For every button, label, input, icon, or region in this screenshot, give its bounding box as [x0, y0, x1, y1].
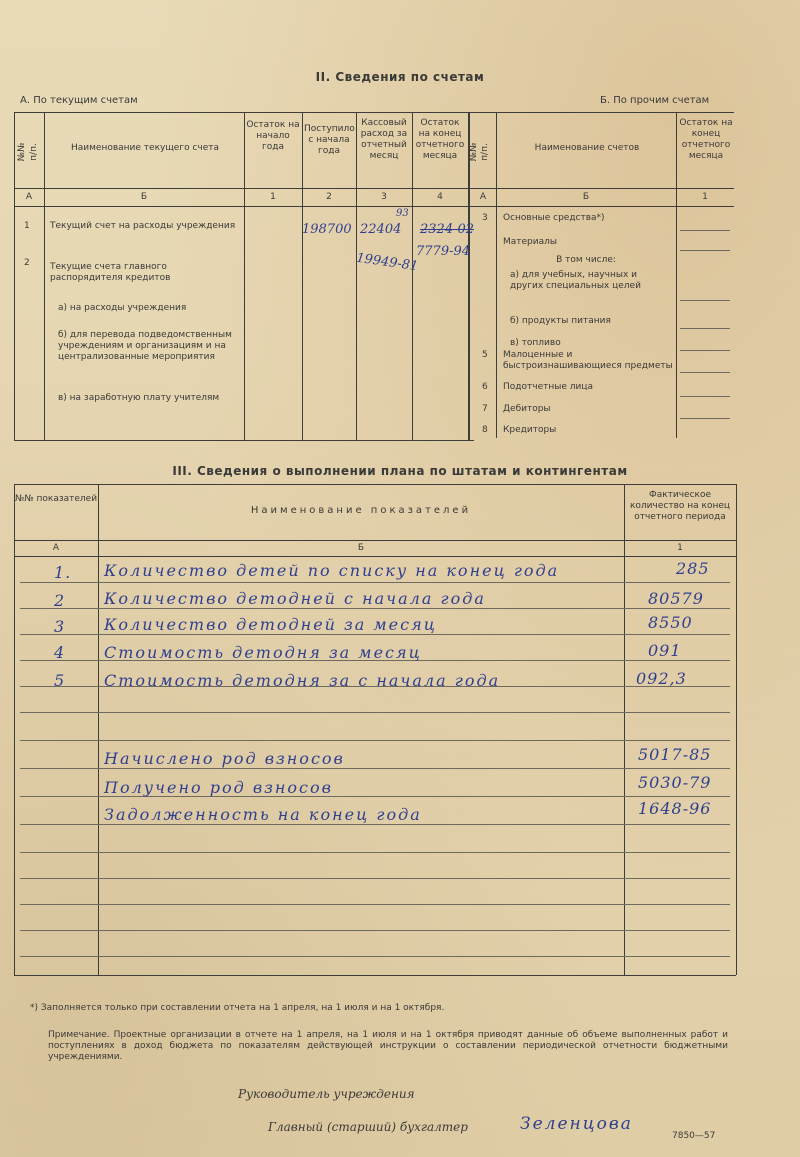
s3-row-4-num: 4: [54, 643, 66, 662]
signature-head-label: Руководитель учреждения: [238, 1087, 415, 1101]
s3-row-4-value: 091: [648, 641, 682, 660]
left-row-2-num: 2: [24, 258, 30, 268]
s3-row-8-name: Задолженность на конец года: [104, 805, 422, 824]
s3-row-8-value: 1648-96: [638, 799, 712, 818]
right-row-7-num: 5: [482, 350, 488, 360]
s3-row-5-value: 092,3: [636, 669, 687, 688]
right-row-8-text: Подотчетные лица: [503, 382, 593, 392]
right-row-1-text: Основные средства*): [503, 213, 605, 223]
s3-row-2-name: Количество детодней с начала года: [104, 589, 486, 608]
hw-r1-c3: 22404: [360, 222, 402, 237]
left-row-1-num: 1: [24, 221, 30, 231]
col-4-header: Остаток на конец отчетного месяца: [415, 118, 465, 161]
index-4: 4: [437, 192, 443, 202]
right-row-2-text: Материалы: [503, 237, 557, 247]
index-a2: А: [479, 192, 487, 202]
col-2-header: Поступило с начала года: [304, 124, 355, 156]
hw-r1-c4: 7779-94: [416, 244, 471, 259]
footnote: *) Заполняется только при составлении отчета на 1 апреля, на 1 июля и на 1 октября.: [30, 1003, 445, 1013]
s3-row-2-num: 2: [54, 591, 66, 610]
s3-index-1: 1: [677, 543, 683, 553]
index-b: Б: [140, 192, 148, 202]
col-name-b-header: Наименование счетов: [534, 143, 640, 153]
s3-row-3-num: 3: [54, 617, 66, 636]
s3-index-b: Б: [357, 543, 365, 553]
right-row-6-text: в) топливо: [510, 338, 561, 348]
s3-row-1-name: Количество детей по списку на конец года: [104, 561, 560, 580]
accountant-signature: Зеленцова: [520, 1114, 633, 1134]
right-row-1-num: 3: [482, 213, 488, 223]
section2-sub-a: А. По текущим счетам: [20, 95, 138, 106]
form-code: 7850—57: [672, 1131, 716, 1141]
right-row-5-text: б) продукты питания: [510, 316, 611, 326]
index-1: 1: [270, 192, 276, 202]
right-row-8-num: 6: [482, 382, 488, 392]
section3-title: III. Сведения о выполнении плана по штатам и контингентам: [172, 464, 628, 478]
left-row-3-text: а) на расходы учреждения: [58, 303, 187, 313]
section2-sub-b: Б. По прочим счетам: [600, 95, 710, 106]
right-row-9-text: Дебиторы: [503, 404, 551, 414]
s3-value-header: Фактическое количество на конец отчетного периода: [629, 490, 730, 522]
s3-row-6-name: Начислено род взносов: [104, 749, 345, 768]
index-1b: 1: [702, 192, 708, 202]
col-1b-header: Остаток на конец отчетного месяца: [679, 118, 733, 161]
s3-row-7-name: Получено род взносов: [104, 778, 333, 797]
col-name-header: Наименование текущего счета: [70, 143, 219, 153]
left-row-4-text: б) для перевода подведомственным учреждениям и организациям и на централизованные мероприятия: [58, 330, 232, 362]
right-row-10-num: 8: [482, 425, 488, 435]
section2-title: II. Сведения по счетам: [315, 70, 485, 84]
col-1-header: Остаток на начало года: [246, 120, 300, 152]
right-row-7-text: Малоценные и быстроизнашивающиеся предметы: [503, 350, 673, 371]
hw-r1-c3-sup: 93: [396, 208, 409, 219]
s3-index-a: А: [52, 543, 60, 553]
s3-row-7-value: 5030-79: [638, 773, 712, 792]
signature-accountant-label: Главный (старший) бухгалтер: [268, 1120, 468, 1134]
left-row-1-text: Текущий счет на расходы учреждения: [50, 221, 236, 231]
hw-r1-c4-strike: 2324-02: [420, 222, 475, 237]
hw-r1-c3b: 19949-81: [355, 250, 420, 275]
s3-row-5-num: 5: [54, 671, 66, 690]
col-num-b-header: №№ п/п.: [469, 142, 490, 162]
s3-name-header: Наименование показателей: [250, 505, 472, 516]
index-a: А: [25, 192, 33, 202]
s3-row-4-name: Стоимость детодня за месяц: [104, 643, 422, 662]
s3-row-2-value: 80579: [648, 589, 704, 608]
index-3: 3: [381, 192, 387, 202]
s3-num-header: №№ показателей: [14, 494, 98, 504]
left-row-5-text: в) на заработную плату учителям: [58, 393, 220, 403]
col-num-header: №№ п/п.: [17, 142, 39, 162]
s3-row-3-value: 8550: [648, 613, 693, 632]
s3-row-1-value: 285: [676, 559, 710, 578]
s3-row-6-value: 5017-85: [638, 745, 712, 764]
right-row-3-text: В том числе:: [556, 255, 616, 265]
index-b2: Б: [582, 192, 590, 202]
s3-row-3-name: Количество детодней за месяц: [104, 615, 437, 634]
right-row-10-text: Кредиторы: [503, 425, 557, 435]
s3-row-1-num: 1.: [54, 563, 72, 582]
index-2: 2: [326, 192, 332, 202]
left-row-2-text: Текущие счета главного распорядителя кредитов: [50, 262, 171, 283]
right-row-4-text: а) для учебных, научных и других специальных целей: [510, 270, 641, 291]
col-3-header: Кассовый расход за отчетный месяц: [360, 118, 408, 161]
s3-row-5-name: Стоимость детодня за с начала года: [104, 671, 501, 690]
right-row-9-num: 7: [482, 404, 488, 414]
note: Примечание. Проектные организации в отчете на 1 апреля, на 1 июля и на 1 октября приводят данные об объеме выполненных работ и поступлениях в доход бюджета по показателям действующей инструкции о составлении периодической отчетности бюджетными учреждениями.: [48, 1030, 728, 1062]
hw-r1-c2: 198700: [302, 222, 352, 237]
